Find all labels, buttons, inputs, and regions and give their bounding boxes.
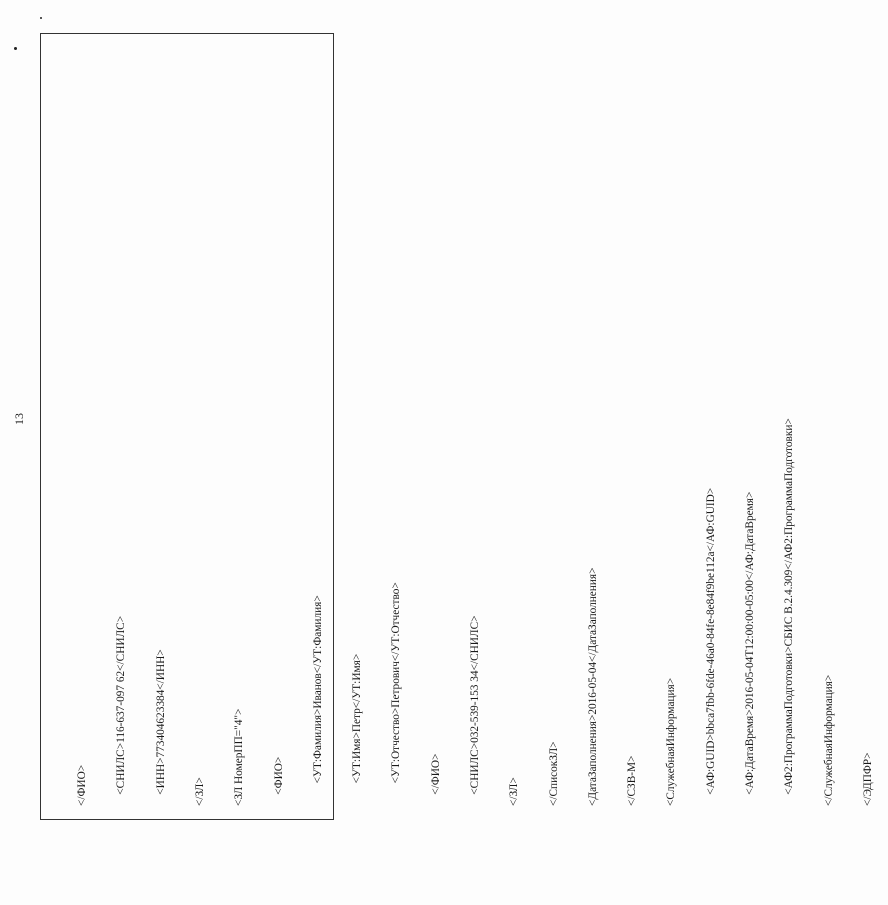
xml-line: </ФИО> (429, 753, 442, 806)
xml-line: <УТ:Имя>Петр</УТ:Имя> (351, 653, 364, 806)
xml-line: <АФ:ДатаВремя>2016-05-04T12:00:00-05:00</АФ:ДатаВремя> (743, 491, 756, 806)
xml-line: <УТ:Фамилия>Иванов</УТ:Фамилия> (311, 595, 324, 806)
xml-line: <ФИО> (272, 756, 285, 806)
xml-line: <ИНН>773404623384</ИНН> (154, 649, 167, 806)
xml-line: <СНИЛС>116-637-097 62</СНИЛС> (115, 615, 128, 806)
scan-speck (14, 47, 17, 50)
xml-line: </ФИО> (76, 764, 89, 806)
xml-line: <АФ:GUID>bbca7fbb-6fde-46a0-84fe-8e84f9be112a</АФ:GUID> (704, 487, 717, 806)
xml-line: </ЗЛ> (194, 777, 207, 806)
xml-line: </СписокЗЛ> (547, 741, 560, 806)
xml-line: </СЗВ-М> (626, 755, 639, 806)
page-number: 13 (12, 413, 26, 425)
xml-line: <СНИЛС>032-539-153 34</СНИЛС> (469, 615, 481, 806)
xml-line: </ЗЛ> (508, 777, 521, 806)
xml-listing (50, 418, 888, 806)
xml-line: <УТ:Отчество>Петрович</УТ:Отчество> (390, 582, 403, 806)
scan-speck (40, 17, 42, 19)
xml-line: <СлужебнаяИнформация> (665, 677, 678, 806)
xml-line: </СлужебнаяИнформация> (822, 674, 835, 806)
xml-line: <ДатаЗаполнения>2016-05-04</ДатаЗаполнения> (586, 567, 599, 806)
xml-line: <АФ2:ПрограммаПодготовки>СБИС В.2.4.309</АФ2:ПрограммаПодготовки> (783, 418, 796, 806)
xml-line: </ЭДПФР> (861, 752, 874, 806)
xml-line: <ЗЛ НомерПП="4"> (233, 708, 246, 806)
